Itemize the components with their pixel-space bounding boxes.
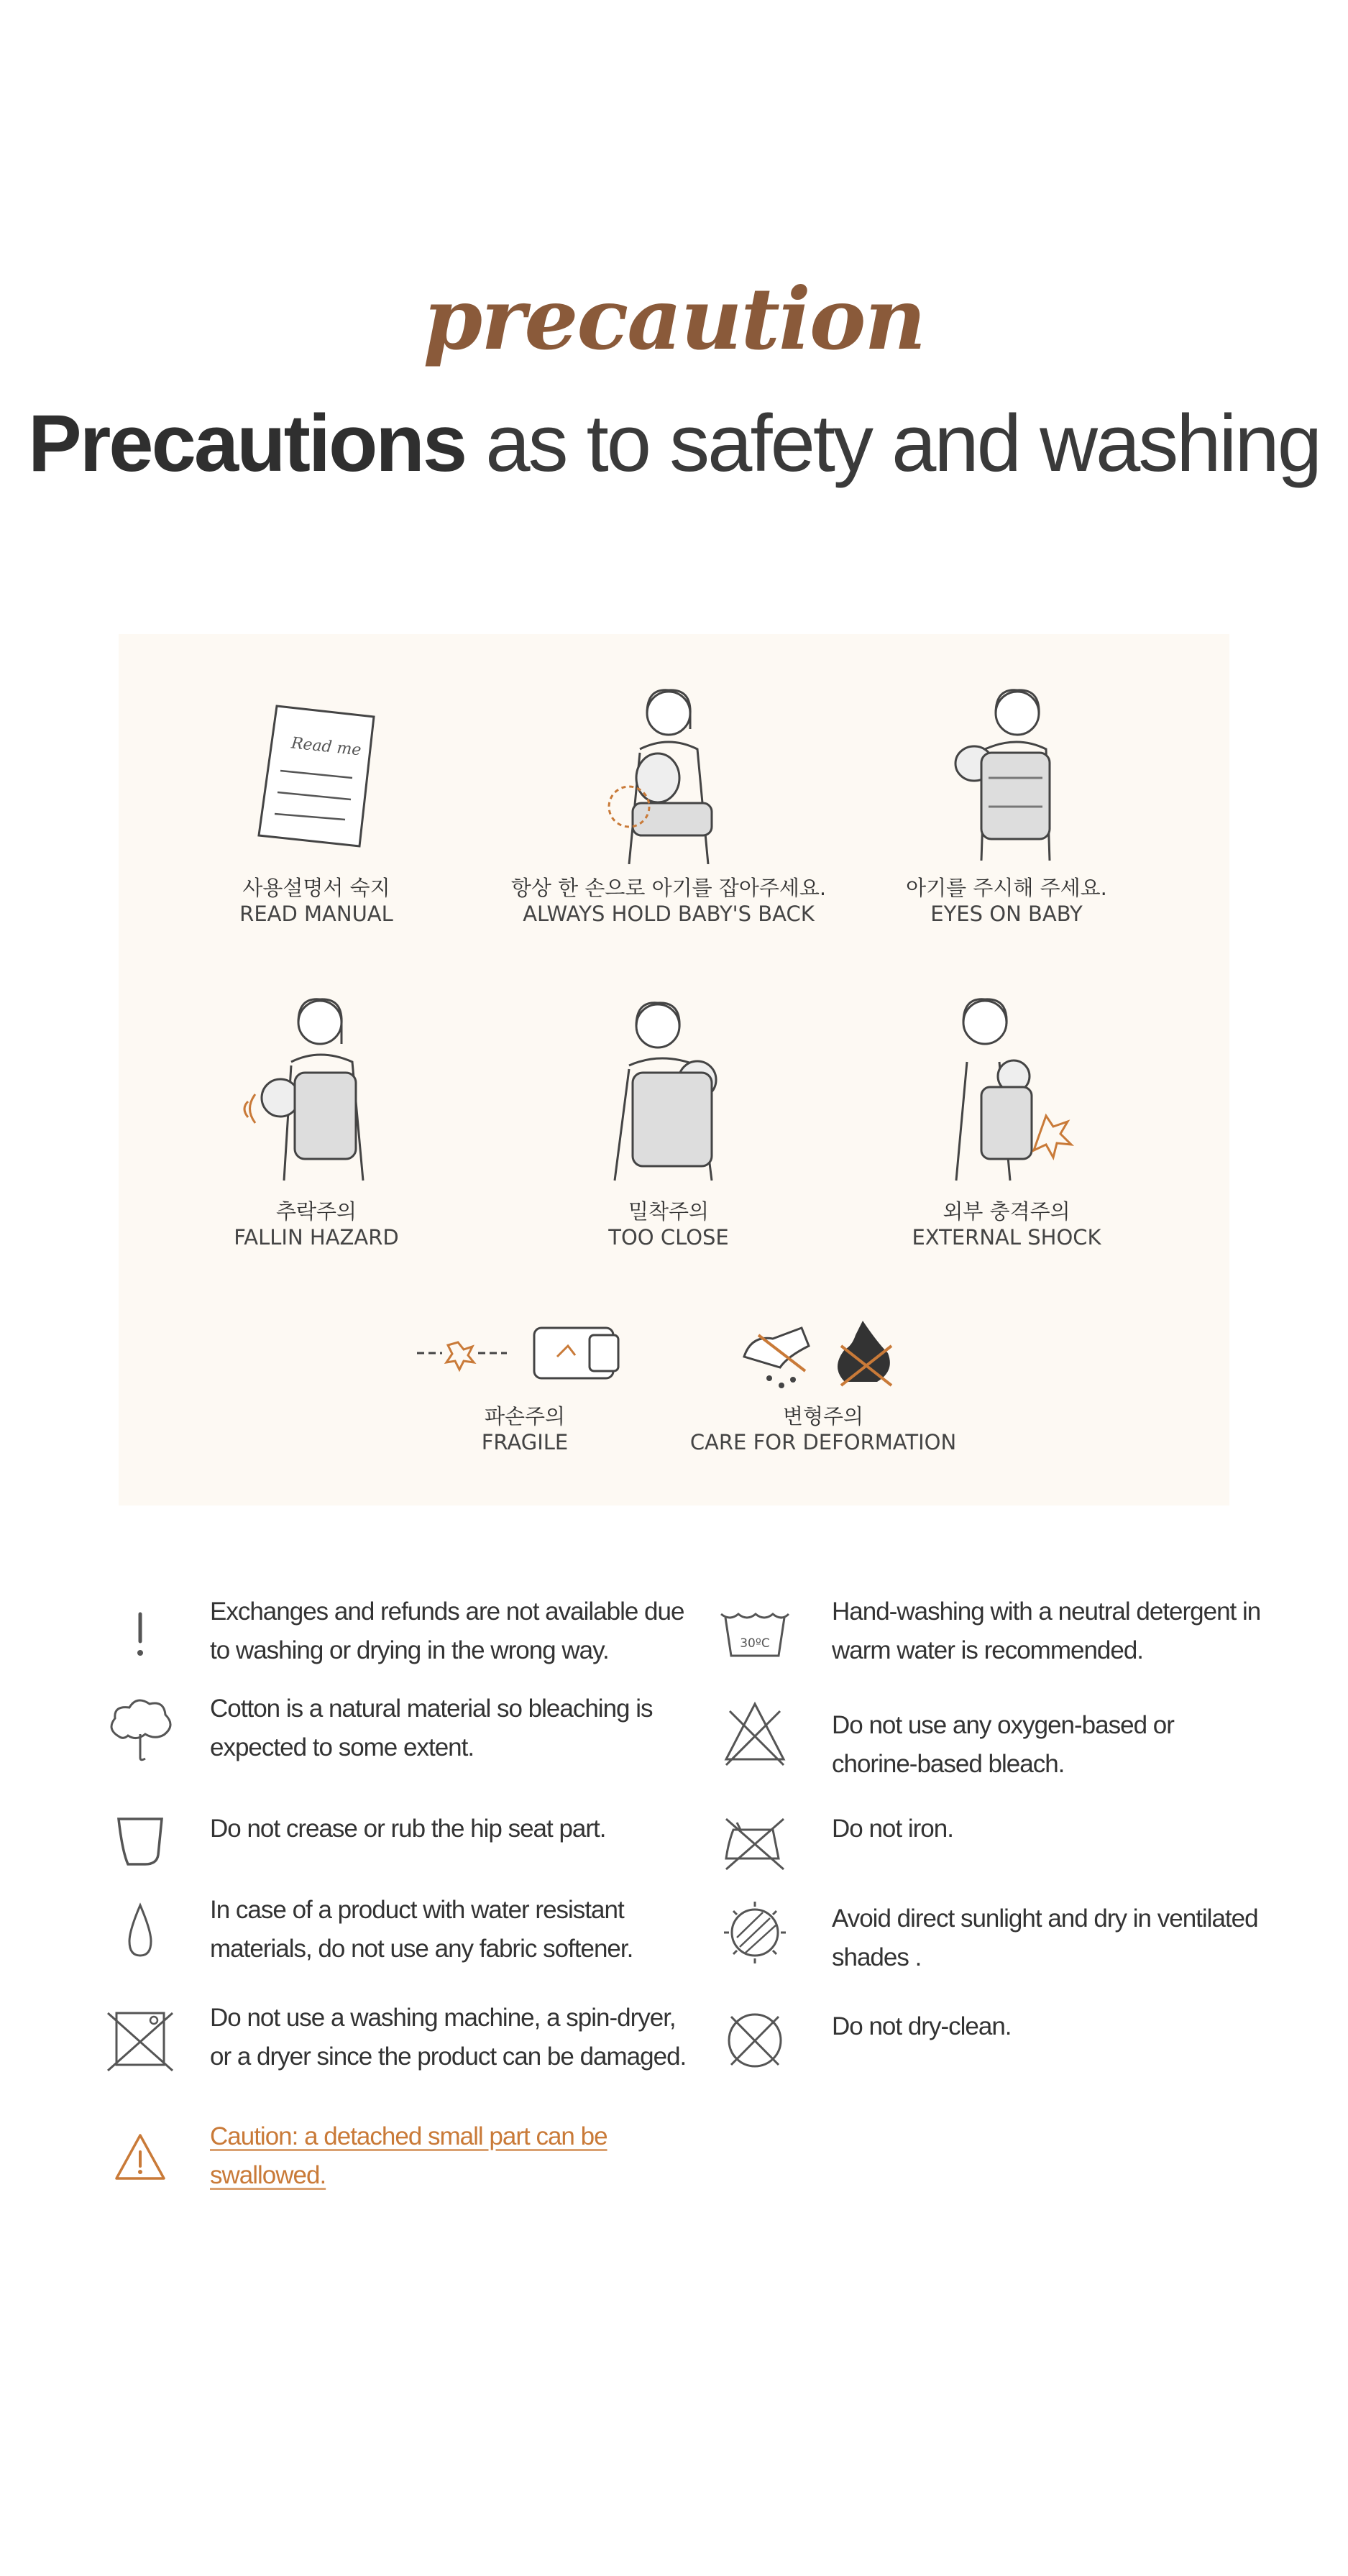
no-iron-icon [715,1801,794,1880]
card-kr: 사용설명서 숙지 [242,876,390,900]
card-kr: 외부 충격주의 [943,1199,1070,1224]
hold-baby-back-icon [590,684,748,864]
hand-wash-30c-icon [715,1592,794,1672]
list-text-line2: chorine-based bleach. [832,1750,1065,1779]
list-text-line2: shades . [832,1943,922,1972]
card-en: EXTERNAL SHOCK [912,1225,1101,1250]
list-text-line2: materials, do not use any fabric softener. [210,1935,633,1963]
card-eyes-on-baby [866,684,1147,927]
script-title: precaution [423,269,925,369]
card-en: ALWAYS HOLD BABY'S BACK [523,902,815,927]
no-dry-clean-icon [715,1999,794,2078]
card-external-shock [866,994,1147,1251]
external-shock-icon [927,994,1086,1188]
card-kr: 항상 한 손으로 아기를 잡아주세요. [510,876,827,900]
caution-text-line1: Caution: a detached small part can be [210,2122,607,2150]
list-text-line1: Do not crease or rub the hip seat part. [210,1815,606,1843]
list-text-line1: Avoid direct sunlight and dry in ventilated [832,1905,1258,1933]
no-bleach-icon [715,1693,794,1772]
card-en: FALLIN HAZARD [234,1225,399,1250]
list-item [715,1592,1290,1679]
list-text-line1: Do not use any oxygen-based or [832,1711,1174,1739]
page-title [0,399,1348,487]
manual-paper-icon [237,684,395,864]
cotton-icon [101,1690,180,1769]
card-kr: 파손주의 [484,1404,566,1429]
list-item [101,1801,690,1880]
shade-dry-icon [715,1891,794,1970]
card-kr: 변형주의 [782,1404,864,1429]
exclamation-icon [101,1592,180,1672]
card-kr: 아기를 주시해 주세요. [906,876,1107,900]
paper-text: Read me [290,734,362,760]
caution-text-line2: swallowed. [210,2161,326,2190]
list-item [101,1891,690,1977]
list-text-line1: Hand-washing with a neutral detergent in [832,1598,1261,1626]
card-en: READ MANUAL [239,902,393,927]
list-item [101,1999,690,2085]
water-drop-icon [101,1891,180,1970]
list-text-line1: Do not use a washing machine, a spin-dryer, [210,2004,676,2032]
card-en: FRAGILE [481,1430,569,1455]
card-read-manual [176,684,457,927]
card-en: TOO CLOSE [608,1225,729,1250]
list-item [715,1801,1290,1880]
fragile-buckle-icon [413,1314,636,1393]
caution-item [101,2117,690,2204]
card-deformation [679,1314,967,1456]
list-text-line2: or a dryer since the product can be damaged. [210,2043,687,2071]
warning-triangle-icon [101,2117,180,2196]
precaution-panel [119,634,1229,1505]
list-item [101,1592,690,1679]
card-kr: 밀착주의 [628,1199,710,1224]
list-text-line2: warm water is recommended. [832,1636,1144,1665]
list-item [715,1891,1290,1977]
hip-seat-icon [101,1801,180,1880]
no-washing-machine-icon [101,1999,180,2078]
list-text-line1: Do not iron. [832,1815,953,1843]
list-text-line1: Do not dry-clean. [832,2012,1012,2040]
card-fragile [392,1314,658,1456]
card-fall-hazard [176,994,457,1251]
card-kr: 추락주의 [275,1199,357,1224]
list-item [101,1690,690,1776]
list-text-line2: to washing or drying in the wrong way. [210,1636,609,1665]
list-item [715,1693,1290,1779]
card-hold-baby [482,684,856,927]
title-light: as to safety and washing [485,398,1320,488]
list-text-line2: expected to some extent. [210,1733,474,1762]
fall-hazard-icon [237,994,395,1188]
list-text-line1: Cotton is a natural material so bleaching is [210,1695,653,1723]
eyes-on-baby-icon [927,684,1086,864]
card-en: CARE FOR DEFORMATION [689,1430,957,1455]
card-too-close [482,994,856,1251]
list-item [715,1999,1290,2085]
title-bold: Precautions [28,398,466,488]
wash-temp-label: 30ºC [740,1636,770,1651]
deformation-heat-icon [737,1314,909,1393]
too-close-icon [590,994,748,1188]
card-en: EYES ON BABY [930,902,1083,927]
list-text-line1: In case of a product with water resistant [210,1896,624,1924]
list-text-line1: Exchanges and refunds are not available due [210,1598,684,1626]
